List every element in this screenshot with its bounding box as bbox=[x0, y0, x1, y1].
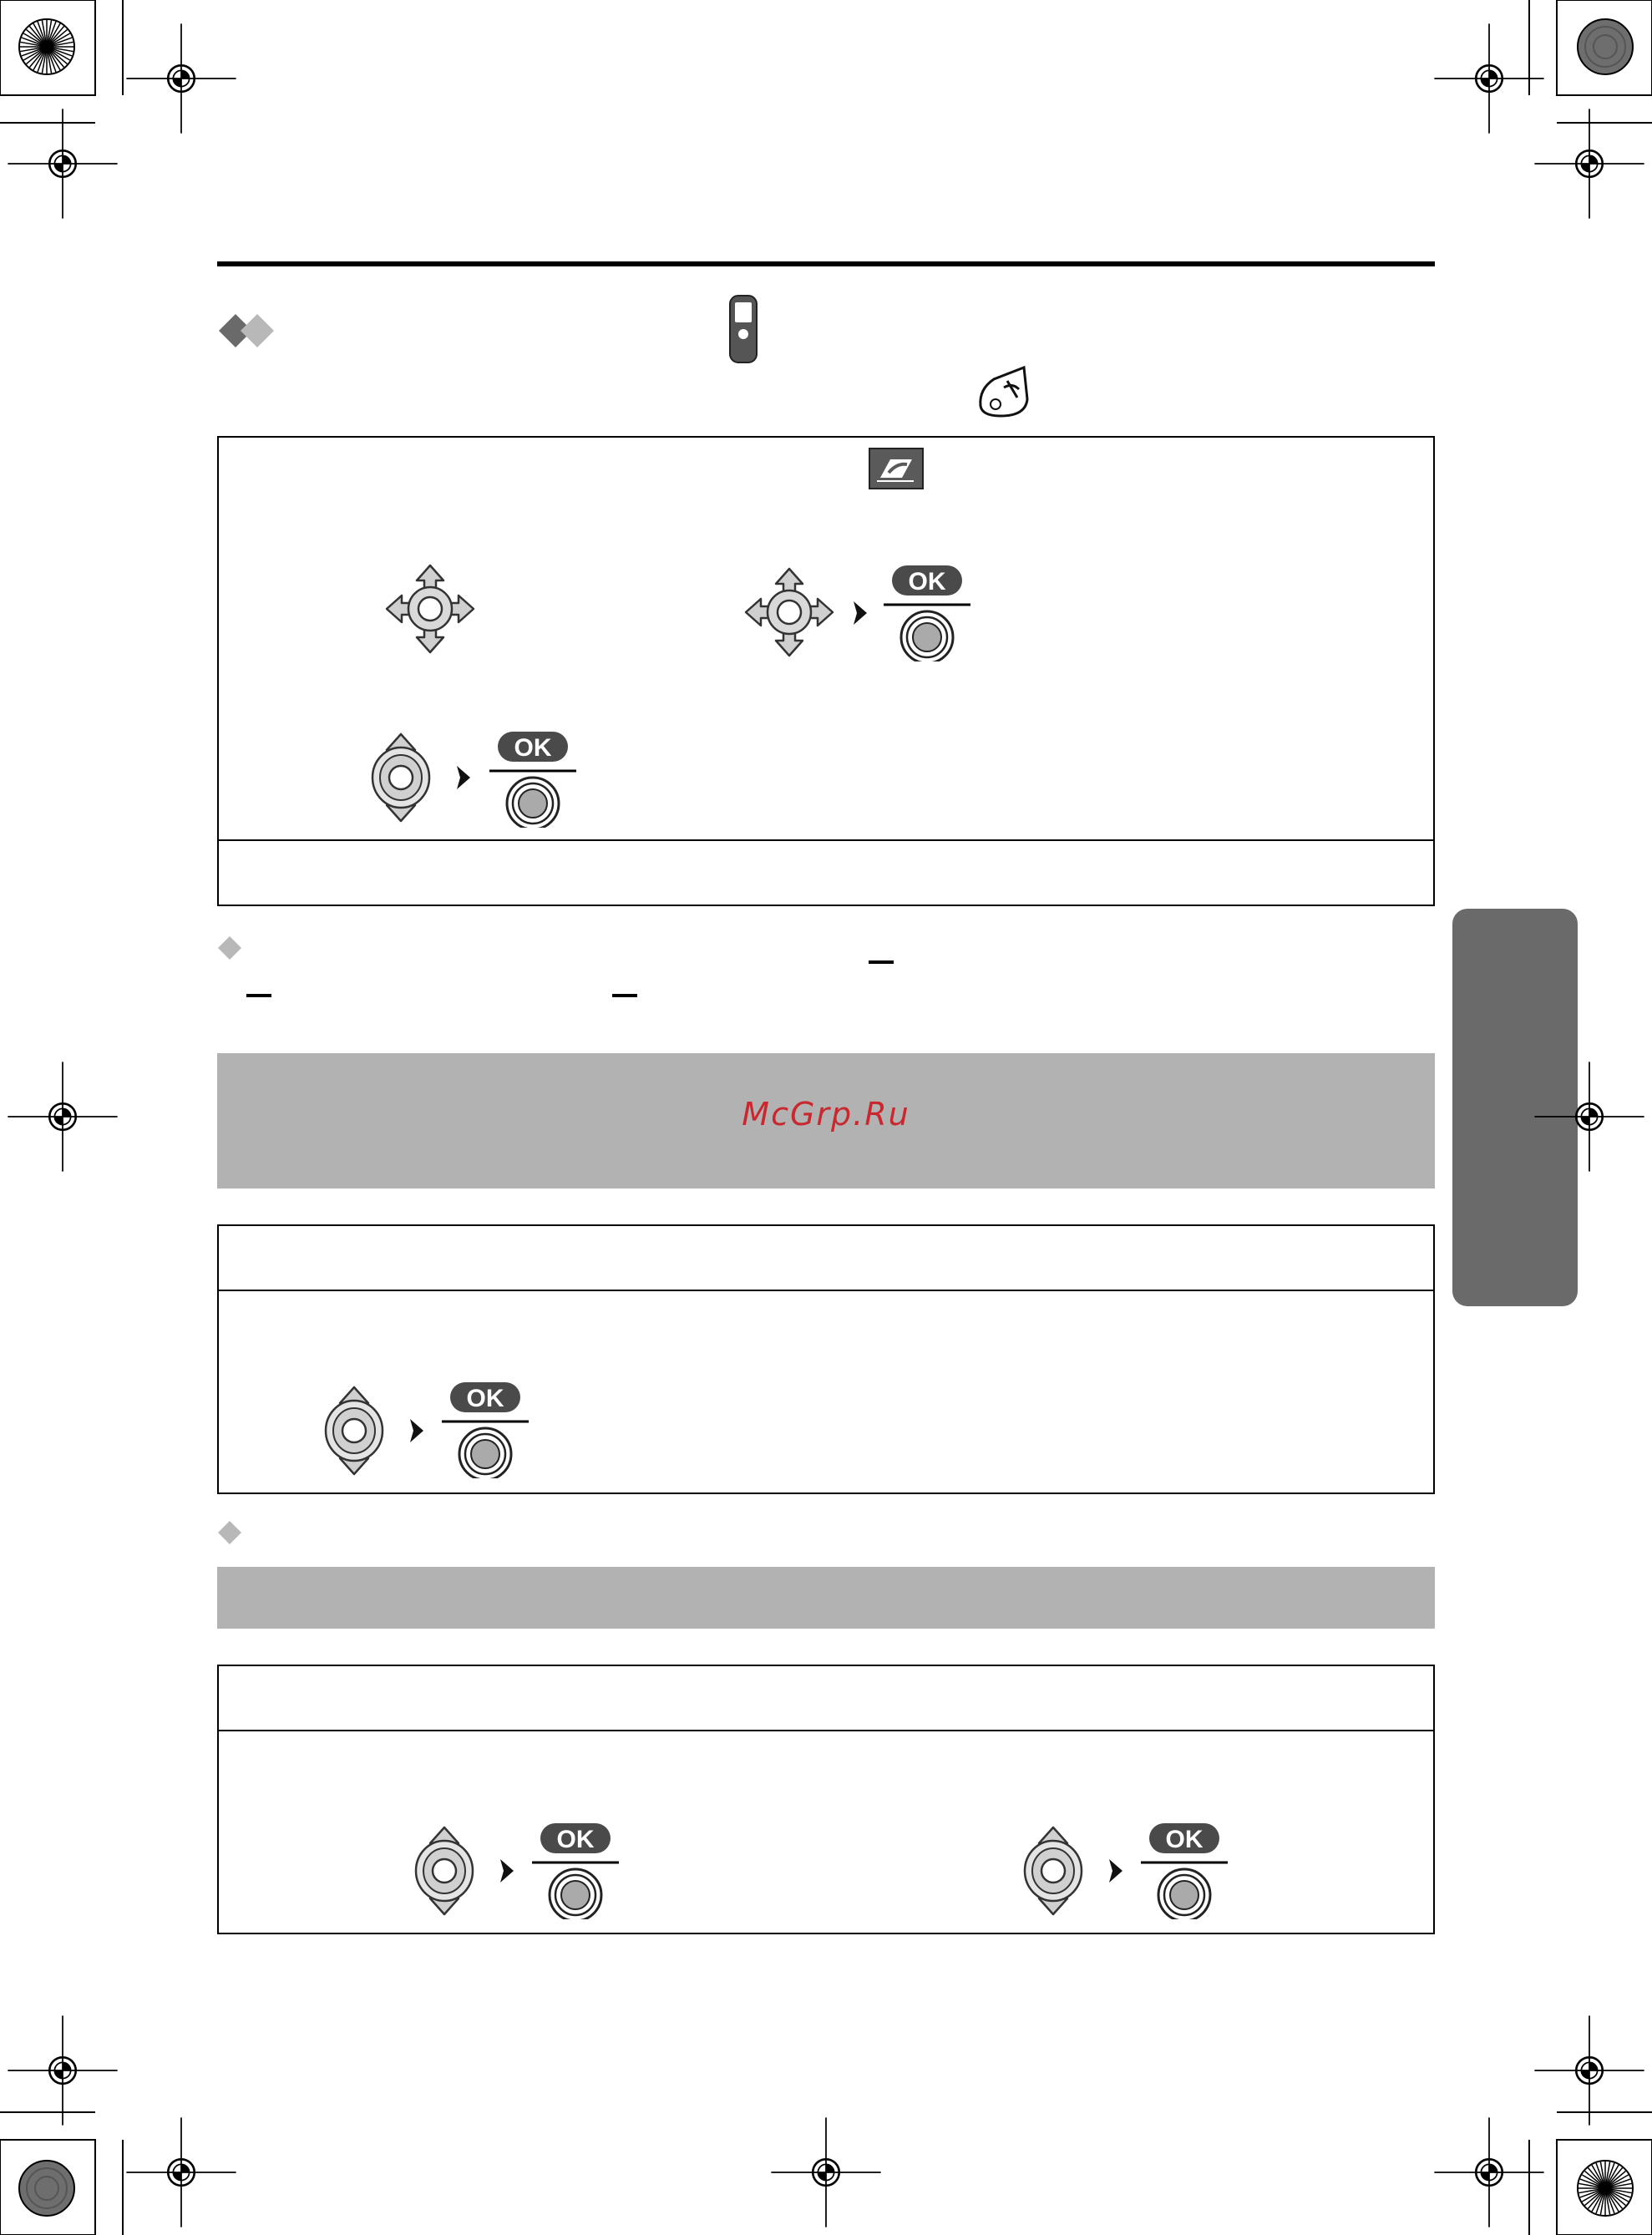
procedure-box-3-divider bbox=[217, 1730, 1435, 1731]
off-hook-button-icon bbox=[975, 364, 1031, 419]
right-arrow-icon bbox=[850, 598, 870, 628]
registration-crosshair-icon bbox=[4, 105, 121, 222]
registration-crosshair-icon bbox=[768, 2114, 884, 2231]
gray-band-2 bbox=[217, 1567, 1435, 1629]
ok-label: OK bbox=[466, 1385, 504, 1412]
halftone-disc-icon bbox=[1575, 17, 1635, 77]
registration-crosshair-icon bbox=[1531, 105, 1648, 222]
diamond-bullet-icon bbox=[217, 935, 242, 960]
ok-button[interactable] bbox=[439, 1378, 531, 1478]
starburst-icon bbox=[1575, 2158, 1635, 2218]
registration-crosshair-icon bbox=[1531, 1058, 1648, 1175]
ok-button[interactable] bbox=[881, 561, 973, 661]
starburst-icon bbox=[17, 17, 77, 77]
navigator-up-down-icon[interactable] bbox=[321, 1385, 388, 1477]
ok-button[interactable] bbox=[487, 727, 579, 828]
diamond-bullet-icon bbox=[217, 1520, 242, 1545]
ok-button[interactable] bbox=[1138, 1819, 1230, 1919]
procedure-box-1 bbox=[217, 436, 1435, 906]
section-diamond-bullet-icon bbox=[219, 312, 286, 349]
menu-key-icon bbox=[869, 448, 924, 489]
right-arrow-icon bbox=[497, 1856, 517, 1886]
registration-crosshair-icon bbox=[1531, 2012, 1648, 2129]
navigator-up-down-icon[interactable] bbox=[367, 732, 434, 824]
registration-crosshair-icon bbox=[1431, 20, 1548, 137]
ok-label: OK bbox=[514, 734, 552, 762]
navigator-4-way-icon[interactable] bbox=[743, 566, 835, 658]
ok-label: OK bbox=[1165, 1826, 1204, 1853]
procedure-box-2 bbox=[217, 1224, 1435, 1494]
underline-mark bbox=[869, 960, 894, 964]
registration-crosshair-icon bbox=[123, 20, 240, 137]
procedure-box-2-divider bbox=[217, 1290, 1435, 1291]
right-arrow-icon bbox=[1106, 1856, 1126, 1886]
navigator-up-down-icon[interactable] bbox=[411, 1825, 478, 1917]
ok-button[interactable] bbox=[530, 1819, 621, 1919]
halftone-disc-icon bbox=[17, 2158, 77, 2218]
right-arrow-icon bbox=[454, 763, 474, 793]
underline-mark bbox=[612, 994, 637, 997]
underline-mark bbox=[246, 994, 271, 997]
watermark-text: McGrp.Ru bbox=[742, 1096, 910, 1133]
registration-crosshair-icon bbox=[4, 1058, 121, 1175]
registration-crosshair-icon bbox=[4, 2012, 121, 2129]
procedure-box-3 bbox=[217, 1665, 1435, 1934]
registration-crosshair-icon bbox=[1431, 2114, 1548, 2231]
handset-icon bbox=[727, 294, 760, 364]
ok-label: OK bbox=[556, 1826, 595, 1853]
ok-label: OK bbox=[908, 568, 946, 595]
navigator-4-way-icon[interactable] bbox=[384, 563, 476, 655]
navigator-up-down-icon[interactable] bbox=[1020, 1825, 1087, 1917]
registration-crosshair-icon bbox=[123, 2114, 240, 2231]
procedure-box-1-divider bbox=[217, 839, 1435, 841]
right-arrow-icon bbox=[407, 1416, 427, 1446]
